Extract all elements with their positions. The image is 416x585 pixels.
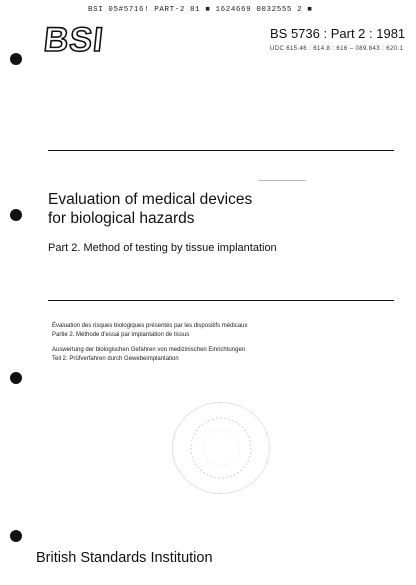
udc-classification: UDC 615.46 : 614.8 : 616 – 089.843 : 620.1 [270,46,404,52]
middle-rule [48,300,394,301]
document-title [48,190,378,228]
title-line-1: Evaluation of medical devices [48,191,253,208]
stamp-mark [173,403,269,493]
top-rule [48,150,394,151]
german-title-line-2: Teil 2. Prüfverfahren durch Gewebeimplantation [52,355,179,362]
binder-hole-1 [10,53,22,65]
title-line-2: for biological hazards [48,210,195,227]
binder-hole-2 [10,209,22,221]
bsi-logo: BSI [42,21,106,59]
publisher-name: British Standards Institution [36,550,213,566]
binder-hole-4 [10,530,22,542]
faint-mark [258,180,306,181]
french-title-line-1: Évaluation des risques biologiques présentés par les dispositifs médicaux [52,323,248,329]
german-title [52,346,245,363]
scan-header-strip: BSI 05#5716! PART-2 81 ■ 1624669 0032555 2 ■ [88,6,313,14]
standard-number: BS 5736 : Part 2 : 1981 [270,26,406,41]
french-title [52,322,247,339]
binder-hole-3 [10,372,22,384]
document-subtitle: Part 2. Method of testing by tissue implantation [48,242,277,254]
library-stamp [172,402,270,494]
german-title-line-1: Auswertung der biologischen Gefahren von medizinischen Einrichtungen [52,347,246,353]
french-title-line-2: Partie 2. Méthode d'essai par implantation de tissus [52,331,190,338]
